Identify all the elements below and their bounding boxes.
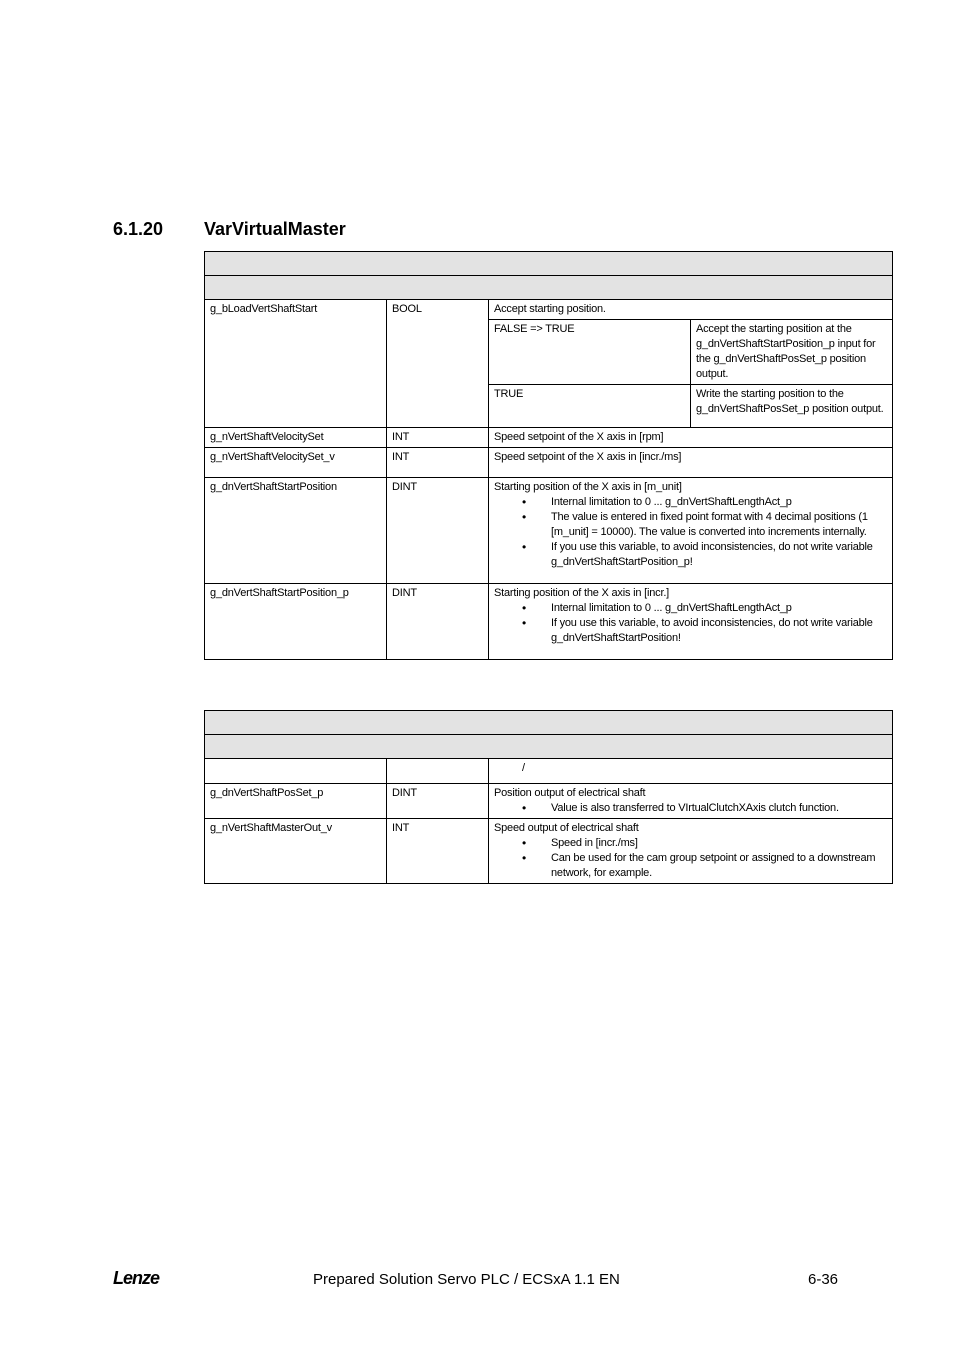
- var-name: g_dnVertShaftPosSet_p: [205, 784, 387, 819]
- outputs-table-header: [205, 711, 893, 735]
- var-description-cell: [489, 478, 893, 584]
- bullet-list: [494, 836, 887, 881]
- value-cell: FALSE => TRUE: [489, 320, 691, 385]
- lenze-logo: Lenze: [113, 1268, 160, 1288]
- var-name: g_nVertShaftMasterOut_v: [205, 819, 387, 884]
- var-type: DINT: [387, 784, 489, 819]
- inputs-table-header: [205, 252, 893, 276]
- slash-cell: /: [489, 759, 893, 784]
- inputs-table: [204, 251, 893, 660]
- var-name: g_nVertShaftVelocitySet_v: [205, 448, 387, 478]
- section-heading: [113, 219, 346, 240]
- var-type: INT: [387, 819, 489, 884]
- table-row: [205, 784, 893, 819]
- bullet-item: • If you use this variable, to avoid inconsistencies, do not write variable g_dnVertShaftStartPosition_p!: [551, 540, 887, 570]
- bullet-item: • Internal limitation to 0 ... g_dnVertShaftLengthAct_p: [551, 495, 887, 510]
- bullet-list: [494, 495, 887, 570]
- bullet-item: • Internal limitation to 0 ... g_dnVertShaftLengthAct_p: [551, 601, 887, 616]
- empty-cell: [387, 759, 489, 784]
- var-description-cell: [489, 819, 893, 884]
- table-row: [205, 584, 893, 660]
- var-description: Starting position of the X axis in [incr.]: [494, 587, 670, 599]
- var-description: Speed output of electrical shaft: [494, 822, 639, 834]
- var-name: g_dnVertShaftStartPosition_p: [205, 584, 387, 660]
- empty-cell: [205, 759, 387, 784]
- bullet-item: • Speed in [incr./ms]: [551, 836, 887, 851]
- var-description: Speed setpoint of the X axis in [incr./ms]: [489, 448, 893, 478]
- var-description-cell: [489, 784, 893, 819]
- var-description: Speed setpoint of the X axis in [rpm]: [489, 428, 893, 448]
- table-row: [205, 759, 893, 784]
- bullet-list: [494, 601, 887, 646]
- bullet-item: • Value is also transferred to VIrtualClutchXAxis clutch function.: [551, 801, 887, 816]
- section-number: 6.1.20: [113, 219, 164, 239]
- var-name: g_nVertShaftVelocitySet: [205, 428, 387, 448]
- var-description: Starting position of the X axis in [m_unit]: [494, 481, 682, 493]
- table-row: [205, 428, 893, 448]
- var-name: g_dnVertShaftStartPosition: [205, 478, 387, 584]
- var-type: INT: [387, 428, 489, 448]
- table-row: [205, 448, 893, 478]
- outputs-table-subheader: [205, 735, 893, 759]
- var-name: g_bLoadVertShaftStart: [205, 300, 387, 428]
- var-type: BOOL: [387, 300, 489, 428]
- table-row: [205, 300, 893, 320]
- bullet-item: • The value is entered in fixed point format with 4 decimal positions (1 [m_unit] = 10000). The value is converted into increments internally.: [551, 510, 887, 540]
- meaning-cell: Write the starting position to the g_dnVertShaftPosSet_p position output.: [691, 385, 893, 428]
- outputs-table: [204, 710, 893, 884]
- page-number: 6-36: [808, 1271, 839, 1288]
- var-description: Position output of electrical shaft: [494, 787, 646, 799]
- var-description-cell: [489, 584, 893, 660]
- inputs-table-subheader: [205, 276, 893, 300]
- var-type: DINT: [387, 584, 489, 660]
- meaning-cell: Accept the starting position at the g_dnVertShaftStartPosition_p input for the g_dnVertShaftPosSet_p position output.: [691, 320, 893, 385]
- bullet-list: [494, 801, 887, 816]
- bullet-item: • Can be used for the cam group setpoint or assigned to a downstream network, for example.: [551, 851, 887, 881]
- var-description: Accept starting position.: [489, 300, 893, 320]
- table-row: [205, 819, 893, 884]
- table-row: [205, 478, 893, 584]
- footer-title: Prepared Solution Servo PLC / ECSxA 1.1 EN: [313, 1271, 620, 1288]
- section-title: VarVirtualMaster: [204, 219, 346, 239]
- var-type: INT: [387, 448, 489, 478]
- var-type: DINT: [387, 478, 489, 584]
- value-cell: TRUE: [489, 385, 691, 428]
- bullet-item: • If you use this variable, to avoid inconsistencies, do not write variable g_dnVertShaftStartPosition!: [551, 616, 887, 646]
